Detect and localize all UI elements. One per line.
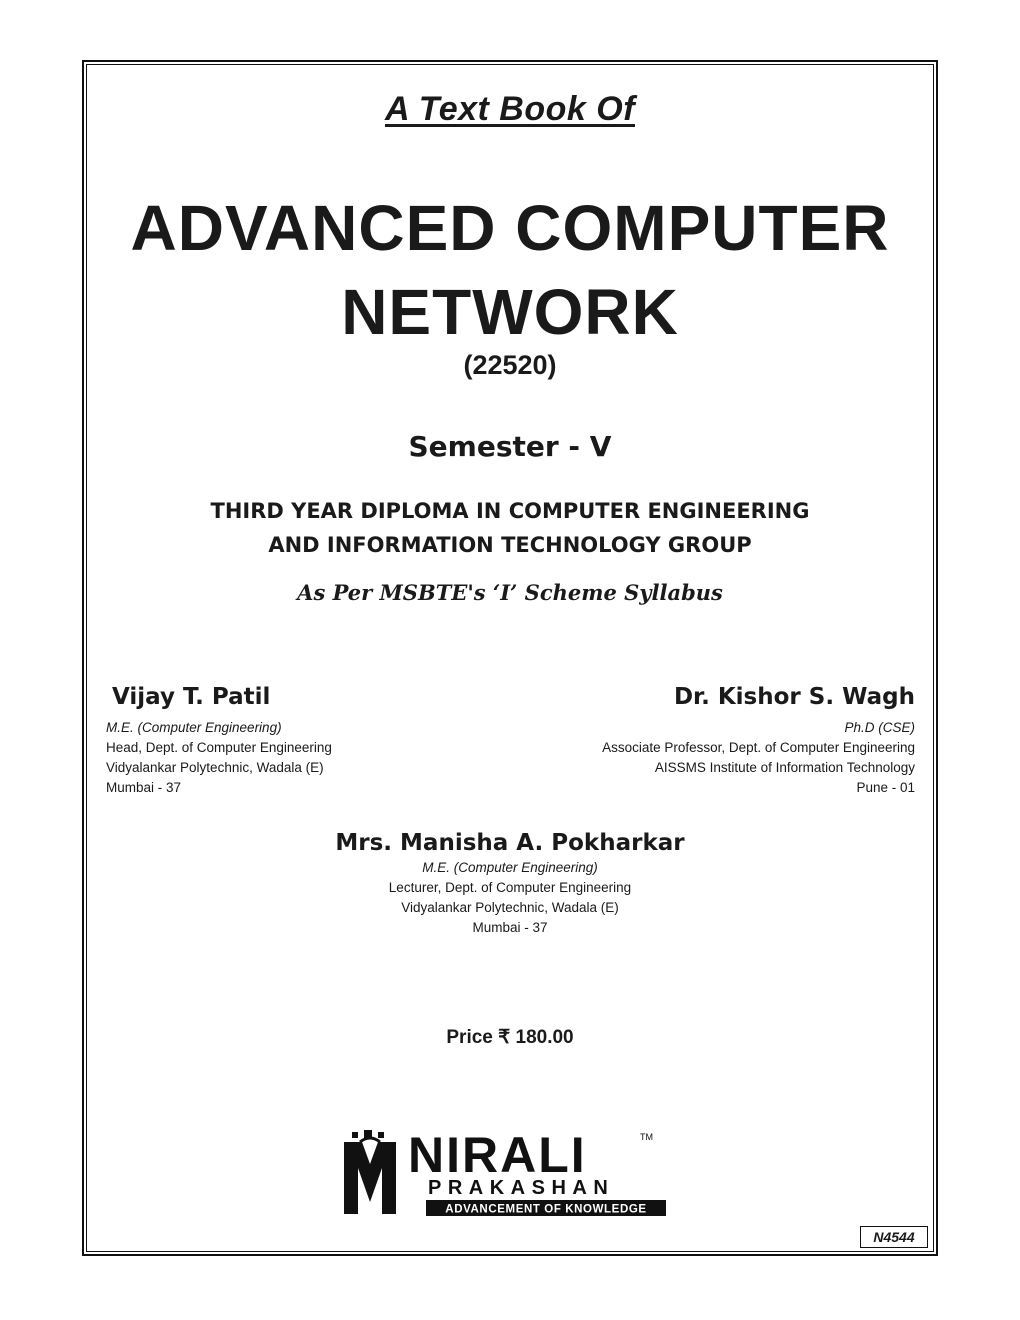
course-line-1: THIRD YEAR DIPLOMA IN COMPUTER ENGINEERING <box>210 499 810 523</box>
author-name: Mrs. Manisha A. Pokharkar <box>335 830 685 856</box>
author-qualification: Ph.D (CSE) <box>844 720 915 735</box>
book-title <box>86 186 934 354</box>
syllabus-note: As Per MSBTE's ‘I’ Scheme Syllabus <box>297 580 723 605</box>
publisher-slogan: ADVANCEMENT OF KNOWLEDGE <box>445 1203 647 1216</box>
author-institute: Vidyalankar Polytechnic, Wadala (E) <box>106 760 324 775</box>
author-city: Pune - 01 <box>856 780 915 795</box>
publisher-logo <box>340 1128 680 1218</box>
nirali-logo-icon <box>340 1128 680 1218</box>
author-institute: Vidyalankar Polytechnic, Wadala (E) <box>401 900 619 915</box>
author-city: Mumbai - 37 <box>472 920 548 935</box>
author-city: Mumbai - 37 <box>106 780 182 795</box>
trademark-mark: TM <box>640 1132 653 1142</box>
author-block-3 <box>86 830 934 938</box>
course-description <box>86 494 934 562</box>
publisher-name: NIRALI <box>408 1128 587 1183</box>
title-line-1: ADVANCED COMPUTER <box>130 192 890 264</box>
semester-label: Semester - V <box>408 430 612 463</box>
book-tagline: A Text Book Of <box>384 90 636 128</box>
author-block-1 <box>106 684 446 798</box>
price-label: Price ₹ 180.00 <box>446 1027 574 1048</box>
author-block-2 <box>560 684 915 798</box>
author-details <box>106 718 446 798</box>
author-details <box>560 718 915 798</box>
author-qualification: M.E. (Computer Engineering) <box>422 860 598 875</box>
publisher-subname: PRAKASHAN <box>428 1177 615 1199</box>
title-line-2: NETWORK <box>341 276 679 348</box>
book-code-badge: N4544 <box>860 1226 928 1248</box>
author-name: Vijay T. Patil <box>112 684 271 710</box>
course-line-2: AND INFORMATION TECHNOLOGY GROUP <box>268 533 752 557</box>
author-qualification: M.E. (Computer Engineering) <box>106 720 282 735</box>
author-details <box>86 858 934 938</box>
course-code: (22520) <box>463 350 557 380</box>
author-name: Dr. Kishor S. Wagh <box>673 684 915 710</box>
author-institute: AISSMS Institute of Information Technology <box>654 760 915 775</box>
author-position: Associate Professor, Dept. of Computer Engineering <box>602 740 915 755</box>
author-position: Lecturer, Dept. of Computer Engineering <box>388 880 632 895</box>
author-position: Head, Dept. of Computer Engineering <box>106 740 332 755</box>
